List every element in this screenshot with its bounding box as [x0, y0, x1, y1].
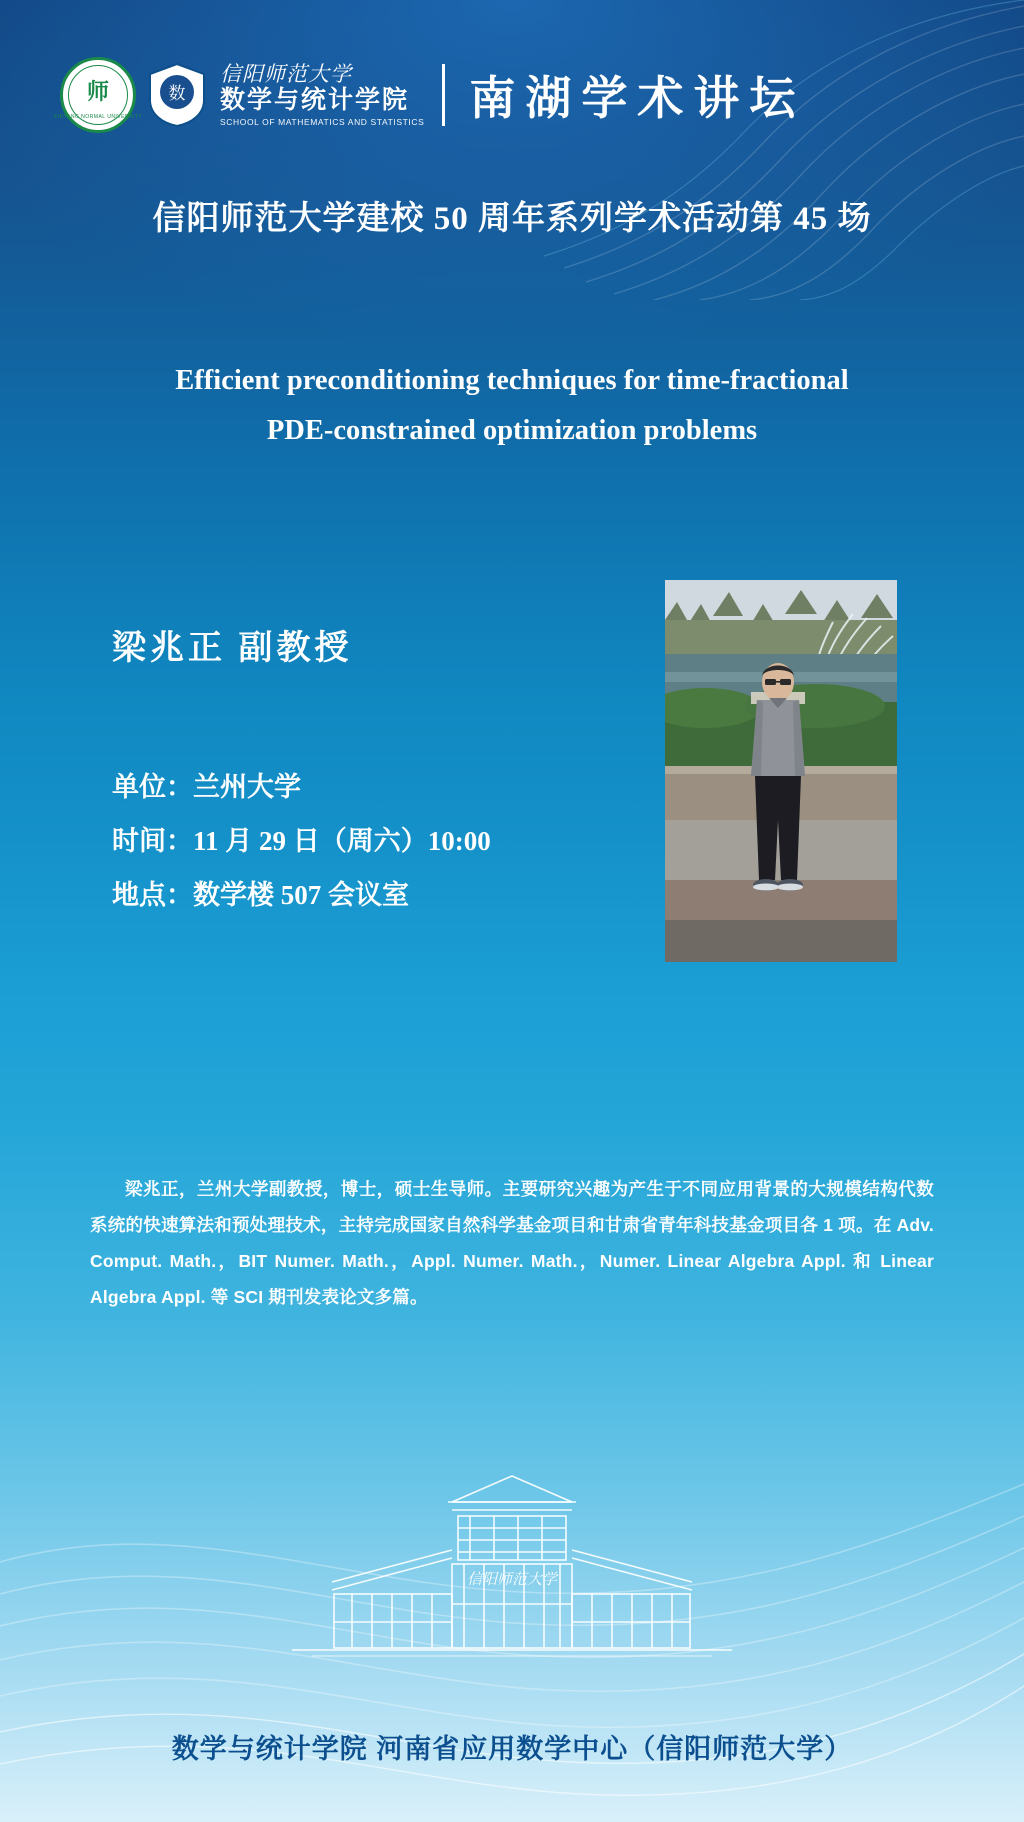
- campus-gate-illustration: [252, 1454, 772, 1674]
- svg-text:数: 数: [168, 84, 186, 104]
- seal-glyph: 师: [86, 79, 109, 104]
- talk-time: 时间：11 月 29 日（周六）10:00: [112, 826, 491, 856]
- talk-title: [62, 356, 962, 456]
- school-name-block: [220, 63, 424, 127]
- seal-english-text: XINYANG NORMAL UNIVERSITY: [53, 114, 143, 120]
- poster-header: [53, 52, 806, 138]
- school-name-script: 信阳师范大学: [220, 61, 352, 86]
- forum-title: 南湖学术讲坛: [469, 73, 806, 124]
- school-department-name: 数学与统计学院: [220, 86, 410, 114]
- footer-organizers: 数学与统计学院 河南省应用数学中心（信阳师范大学）: [171, 1734, 853, 1764]
- university-seal-logo: [53, 57, 143, 133]
- talk-title-line-2: PDE-constrained optimization problems: [266, 414, 758, 446]
- talk-details: [112, 760, 491, 922]
- series-subtitle: 信阳师范大学建校 50 周年系列学术活动第 45 场: [152, 201, 872, 237]
- header-divider: [442, 64, 445, 126]
- gate-plaque-label: 信阳师范大学: [466, 1570, 558, 1588]
- speaker-affiliation: 单位：兰州大学: [112, 772, 301, 802]
- speaker-photo: [665, 580, 897, 962]
- speaker-name: 梁兆正 副教授: [112, 630, 353, 667]
- seal-inner-ring: [53, 65, 143, 125]
- speaker-biography: 梁兆正，兰州大学副教授，博士，硕士生导师。主要研究兴趣为产生于不同应用背景的大规模结构代数系统的快速算法和预处理技术，主持完成国家自然科学基金项目和甘肃省青年科技基金项目各 1 项。在 Adv. Comput. Math.，BIT Numer. Math.，Appl. Numer. Math.，Numer. Linear Algebra Appl. 和 Linear Algebra Appl. 等 SCI 期刊发表论文多篇。: [90, 1179, 934, 1307]
- school-department-english: SCHOOL OF MATHEMATICS AND STATISTICS: [220, 117, 425, 128]
- talk-venue: 地点：数学楼 507 会议室: [112, 880, 409, 910]
- talk-title-line-1: Efficient preconditioning techniques for time-fractional: [175, 365, 849, 396]
- decorative-swoosh-top: [504, 0, 1024, 300]
- school-shield-icon: [146, 62, 208, 128]
